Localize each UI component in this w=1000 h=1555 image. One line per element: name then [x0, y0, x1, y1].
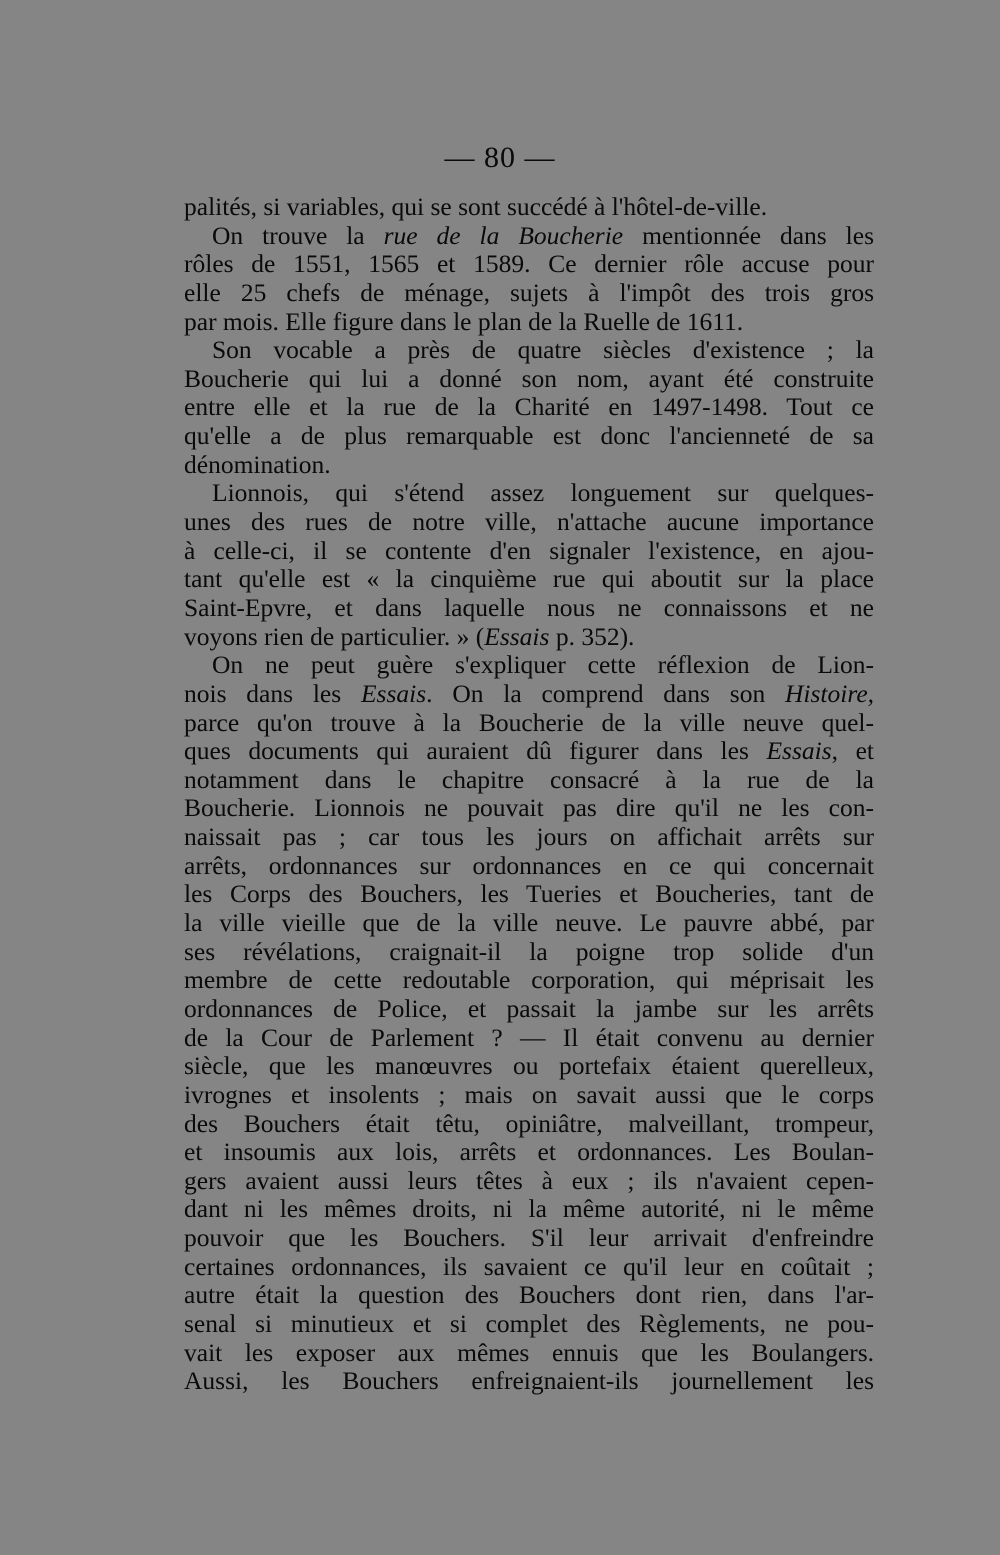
text-line [184, 479, 874, 508]
text-run: autre était la question des Bouchers dont rien, dans l'ar- [184, 1280, 874, 1310]
text-run: nois dans les [184, 678, 361, 708]
text-run: par mois. Elle figure dans le plan de la Ruelle de 1611. [184, 306, 744, 336]
text-line [184, 1253, 874, 1282]
text-run: les Corps des Bouchers, les Tueries et Boucheries, tant de [184, 879, 874, 909]
text-run: notamment dans le chapitre consacré à la rue de la [184, 764, 874, 794]
text-run: ses révélations, craignait-il la poigne trop solide d'un [184, 936, 874, 966]
text-run: parce qu'on trouve à la Boucherie de la ville neuve quel- [184, 707, 874, 737]
text-run: dénomination. [184, 449, 331, 479]
text-line [184, 422, 874, 451]
text-line [184, 1339, 874, 1368]
text-line [184, 279, 874, 308]
italic-text: Essais [766, 736, 832, 766]
text-line [184, 1367, 874, 1396]
text-line [184, 250, 874, 279]
text-line [184, 737, 874, 766]
text-run: la ville vieille que de la ville neuve. Le pauvre abbé, par [184, 908, 874, 938]
text-line [184, 651, 874, 680]
text-run: pouvoir que les Bouchers. S'il leur arrivait d'enfreindre [184, 1223, 874, 1253]
text-line [184, 623, 874, 652]
text-run: On trouve la [212, 220, 384, 250]
text-line [184, 565, 874, 594]
italic-text: Essais [484, 621, 550, 651]
text-run: Boucherie. Lionnois ne pouvait pas dire qu'il ne les con- [184, 793, 874, 823]
text-run: ivrognes et insolents ; mais on savait aussi que le corps [184, 1079, 874, 1109]
text-run: On ne peut guère s'expliquer cette réflexion de Lion- [212, 650, 874, 680]
text-line [184, 594, 874, 623]
text-line [184, 1024, 874, 1053]
page-number: — 80 — [444, 141, 556, 174]
text-line [184, 680, 874, 709]
text-run: Saint-Epvre, et dans laquelle nous ne connaissons et ne [184, 592, 874, 622]
text-run: Lionnois, qui s'étend assez longuement sur quelques- [212, 478, 874, 508]
text-line [184, 336, 874, 365]
text-run: arrêts, ordonnances sur ordonnances en ce qui concernait [184, 850, 874, 880]
text-line [184, 995, 874, 1024]
text-line [184, 966, 874, 995]
text-run: dant ni les mêmes droits, ni la même autorité, ni le même [184, 1194, 874, 1224]
text-line [184, 308, 874, 337]
text-line [184, 709, 874, 738]
text-line [184, 909, 874, 938]
italic-text: rue de la Boucherie [383, 220, 624, 250]
text-run: senal si minutieux et si complet des Règlements, ne pou- [184, 1308, 874, 1338]
text-run: membre de cette redoutable corporation, qui méprisait les [184, 965, 874, 995]
text-line [184, 393, 874, 422]
text-run: palités, si variables, qui se sont succédé à l'hôtel-de-ville. [184, 192, 768, 221]
text-run: elle 25 chefs de ménage, sujets à l'impôt des trois gros [184, 277, 874, 307]
text-run: certaines ordonnances, ils savaient ce qu'il leur en coûtait ; [184, 1251, 874, 1281]
text-line [184, 794, 874, 823]
text-run: Son vocable a près de quatre siècles d'existence ; la [212, 335, 874, 365]
text-line [184, 1310, 874, 1339]
text-run: gers avaient aussi leurs têtes à eux ; ils n'avaient cepen- [184, 1165, 874, 1195]
text-run: ques documents qui auraient dû figurer dans les [184, 736, 767, 766]
text-run: unes des rues de notre ville, n'attache aucune importance [184, 507, 874, 537]
text-line [184, 1281, 874, 1310]
text-line [184, 1195, 874, 1224]
text-run: vait les exposer aux mêmes ennuis que les Boulangers. [184, 1337, 874, 1367]
text-line [184, 1052, 874, 1081]
text-run: . On la comprend dans son [426, 678, 785, 708]
text-run: qu'elle a de plus remarquable est donc l'ancienneté de sa [184, 421, 874, 451]
text-line [184, 193, 874, 222]
text-line [184, 222, 874, 251]
text-run: ordonnances de Police, et passait la jambe sur les arrêts [184, 993, 874, 1023]
text-line [184, 537, 874, 566]
text-line [184, 451, 874, 480]
text-run: et insoumis aux lois, arrêts et ordonnances. Les Boulan- [184, 1137, 874, 1167]
body-text [184, 193, 874, 1396]
text-run: à celle-ci, il se contente d'en signaler l'existence, en ajou- [184, 535, 874, 565]
text-run: tant qu'elle est « la cinquième rue qui aboutit sur la place [184, 564, 874, 594]
text-line [184, 365, 874, 394]
text-line [184, 1110, 874, 1139]
text-run: naissait pas ; car tous les jours on affichait arrêts sur [184, 822, 874, 852]
text-line [184, 766, 874, 795]
text-run: des Bouchers était têtu, opiniâtre, malveillant, trompeur, [184, 1108, 874, 1138]
italic-text: Essais [360, 678, 427, 708]
text-line [184, 852, 874, 881]
text-line [184, 938, 874, 967]
text-run: Boucherie qui lui a donné son nom, ayant été construite [184, 363, 874, 393]
text-run: p. 352). [549, 621, 635, 651]
text-line [184, 1081, 874, 1110]
text-run: Aussi, les Bouchers enfreignaient-ils journellement les [184, 1366, 874, 1396]
text-line [184, 880, 874, 909]
text-run: siècle, que les manœuvres ou portefaix étaient querelleux, [184, 1051, 874, 1081]
text-run: voyons rien de particulier. » ( [184, 621, 485, 651]
text-line [184, 1224, 874, 1253]
text-run: , et [831, 736, 874, 766]
text-line [184, 823, 874, 852]
text-run: mentionnée dans les [623, 220, 875, 250]
text-run: entre elle et la rue de la Charité en 1497-1498. Tout ce [184, 392, 874, 422]
text-run: de la Cour de Parlement ? — Il était convenu au dernier [184, 1022, 874, 1052]
text-run: rôles de 1551, 1565 et 1589. Ce dernier rôle accuse pour [184, 249, 874, 279]
text-line [184, 508, 874, 537]
text-line [184, 1138, 874, 1167]
italic-text: Histoire, [785, 678, 875, 708]
text-line [184, 1167, 874, 1196]
